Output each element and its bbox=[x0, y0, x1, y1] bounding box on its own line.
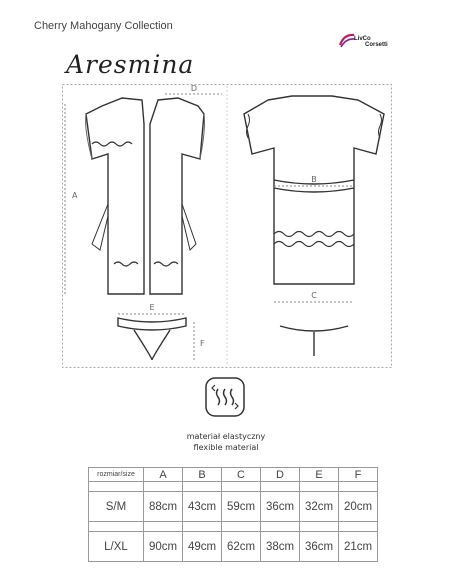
size-label: L/XL bbox=[89, 532, 144, 562]
size-table bbox=[88, 467, 378, 562]
table-cell: 59cm bbox=[222, 492, 261, 522]
table-cell: 21cm bbox=[339, 532, 378, 562]
material-label-pl: materiał elastyczny bbox=[186, 432, 266, 441]
dimension-label-a: A bbox=[72, 191, 78, 200]
table-spacer bbox=[89, 482, 378, 492]
table-cell: 38cm bbox=[261, 532, 300, 562]
column-header-f: F bbox=[339, 468, 378, 482]
dimension-label-b: B bbox=[311, 175, 317, 184]
dimension-label-d: D bbox=[190, 84, 198, 93]
table-spacer bbox=[89, 522, 378, 532]
brand-logo bbox=[338, 30, 398, 54]
collection-title: Cherry Mahogany Collection bbox=[34, 20, 173, 32]
front-thong-drawing bbox=[118, 318, 186, 360]
column-header-e: E bbox=[300, 468, 339, 482]
table-cell: 49cm bbox=[183, 532, 222, 562]
dimension-label-c: C bbox=[311, 291, 317, 300]
material-label-en: flexible material bbox=[193, 443, 259, 452]
back-robe-drawing bbox=[244, 96, 384, 284]
dimension-label-f: F bbox=[200, 339, 205, 348]
dimension-label-e: E bbox=[149, 303, 155, 312]
column-header-c: C bbox=[222, 468, 261, 482]
size-label: S/M bbox=[89, 492, 144, 522]
table-row bbox=[89, 532, 378, 562]
brand-name-line1: LivCo bbox=[354, 36, 371, 42]
table-cell: 32cm bbox=[300, 492, 339, 522]
column-header-a: A bbox=[144, 468, 183, 482]
table-cell: 36cm bbox=[300, 532, 339, 562]
table-row bbox=[89, 492, 378, 522]
table-cell: 62cm bbox=[222, 532, 261, 562]
flexible-material-icon bbox=[205, 377, 245, 417]
table-cell: 43cm bbox=[183, 492, 222, 522]
column-header-b: B bbox=[183, 468, 222, 482]
table-cell: 20cm bbox=[339, 492, 378, 522]
size-table-corner: rozmiar/size bbox=[89, 468, 144, 482]
brand-name-line2: Corsetti bbox=[365, 42, 388, 48]
table-cell: 90cm bbox=[144, 532, 183, 562]
table-cell: 36cm bbox=[261, 492, 300, 522]
table-cell: 88cm bbox=[144, 492, 183, 522]
product-name: Aresmina bbox=[66, 50, 195, 79]
size-table-header bbox=[89, 468, 378, 482]
technical-drawing bbox=[62, 84, 392, 368]
back-thong-drawing bbox=[280, 326, 348, 356]
front-robe-drawing bbox=[86, 98, 205, 294]
column-header-d: D bbox=[261, 468, 300, 482]
